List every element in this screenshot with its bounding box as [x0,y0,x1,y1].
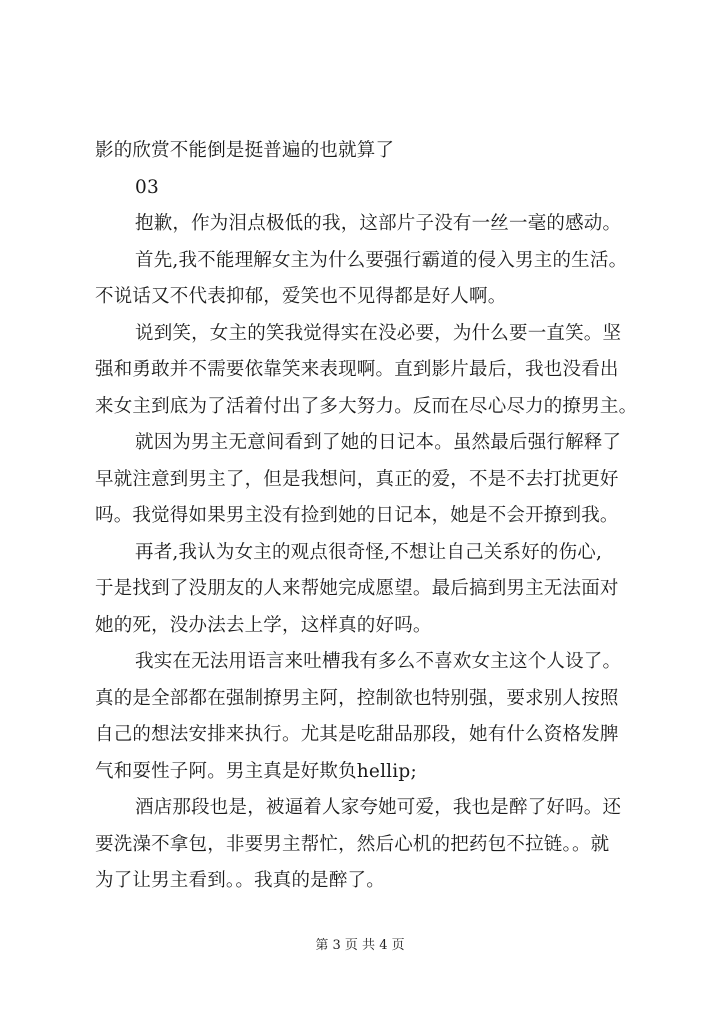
text-line: 气和耍性子阿。男主真是好欺负hellip; [95,760,417,782]
body-text [95,133,655,900]
text-line: 03 [135,176,159,198]
text-line: 自己的想法安排来执行。尤其是吃甜品那段，她有什么资格发脾 [95,724,619,745]
text-line: 为了让男主看到。。我真的是醉了。 [95,870,385,891]
text-line: 酒店那段也是，被逼着人家夸她可爱，我也是醉了好吗。还 [135,797,622,818]
text-line: 吗。我觉得如果男主没有捡到她的日记本，她是不会开撩到我。 [95,505,619,526]
text-line: 说到笑，女主的笑我觉得实在没必要，为什么要一直笑。坚 [135,322,622,344]
text-line: 不说话又不代表抑郁，爱笑也不见得都是好人啊。 [95,286,507,307]
text-line: 强和勇敢并不需要依靠笑来表现啊。直到影片最后，我也没看出 [95,359,619,380]
text-line: 再者,我认为女主的观点很奇怪,不想让自己关系好的伤心, [135,541,603,563]
text-line: 影的欣赏不能倒是挺普遍的也就算了 [95,140,395,161]
text-line: 来女主到底为了活着付出了多大努力。反而在尽心尽力的撩男主。 [95,395,638,417]
text-line: 于是找到了没朋友的人来帮她完成愿望。最后搞到男主无法面对 [95,578,619,599]
text-line: 我实在无法用语言来吐槽我有多么不喜欢女主这个人设了。 [135,651,622,672]
page-footer: 第 3 页 共 4 页 [315,938,405,953]
text-line: 早就注意到男主了，但是我想问，真正的爱，不是不去打扰更好 [95,468,619,490]
text-line: 她的死，没办法去上学，这样真的好吗。 [95,614,432,636]
text-line: 首先,我不能理解女主为什么要强行霸道的侵入男主的生活。 [135,249,628,271]
text-line: 真的是全部都在强制撩男主阿，控制欲也特别强，要求别人按照 [95,687,619,709]
text-line: 就因为男主无意间看到了她的日记本。虽然最后强行解释了 [135,432,622,453]
text-line: 抱歉，作为泪点极低的我，这部片子没有一丝一毫的感动。 [135,213,622,234]
text-line: 要洗澡不拿包，非要男主帮忙，然后心机的把药包不拉链。。就 [95,833,610,855]
